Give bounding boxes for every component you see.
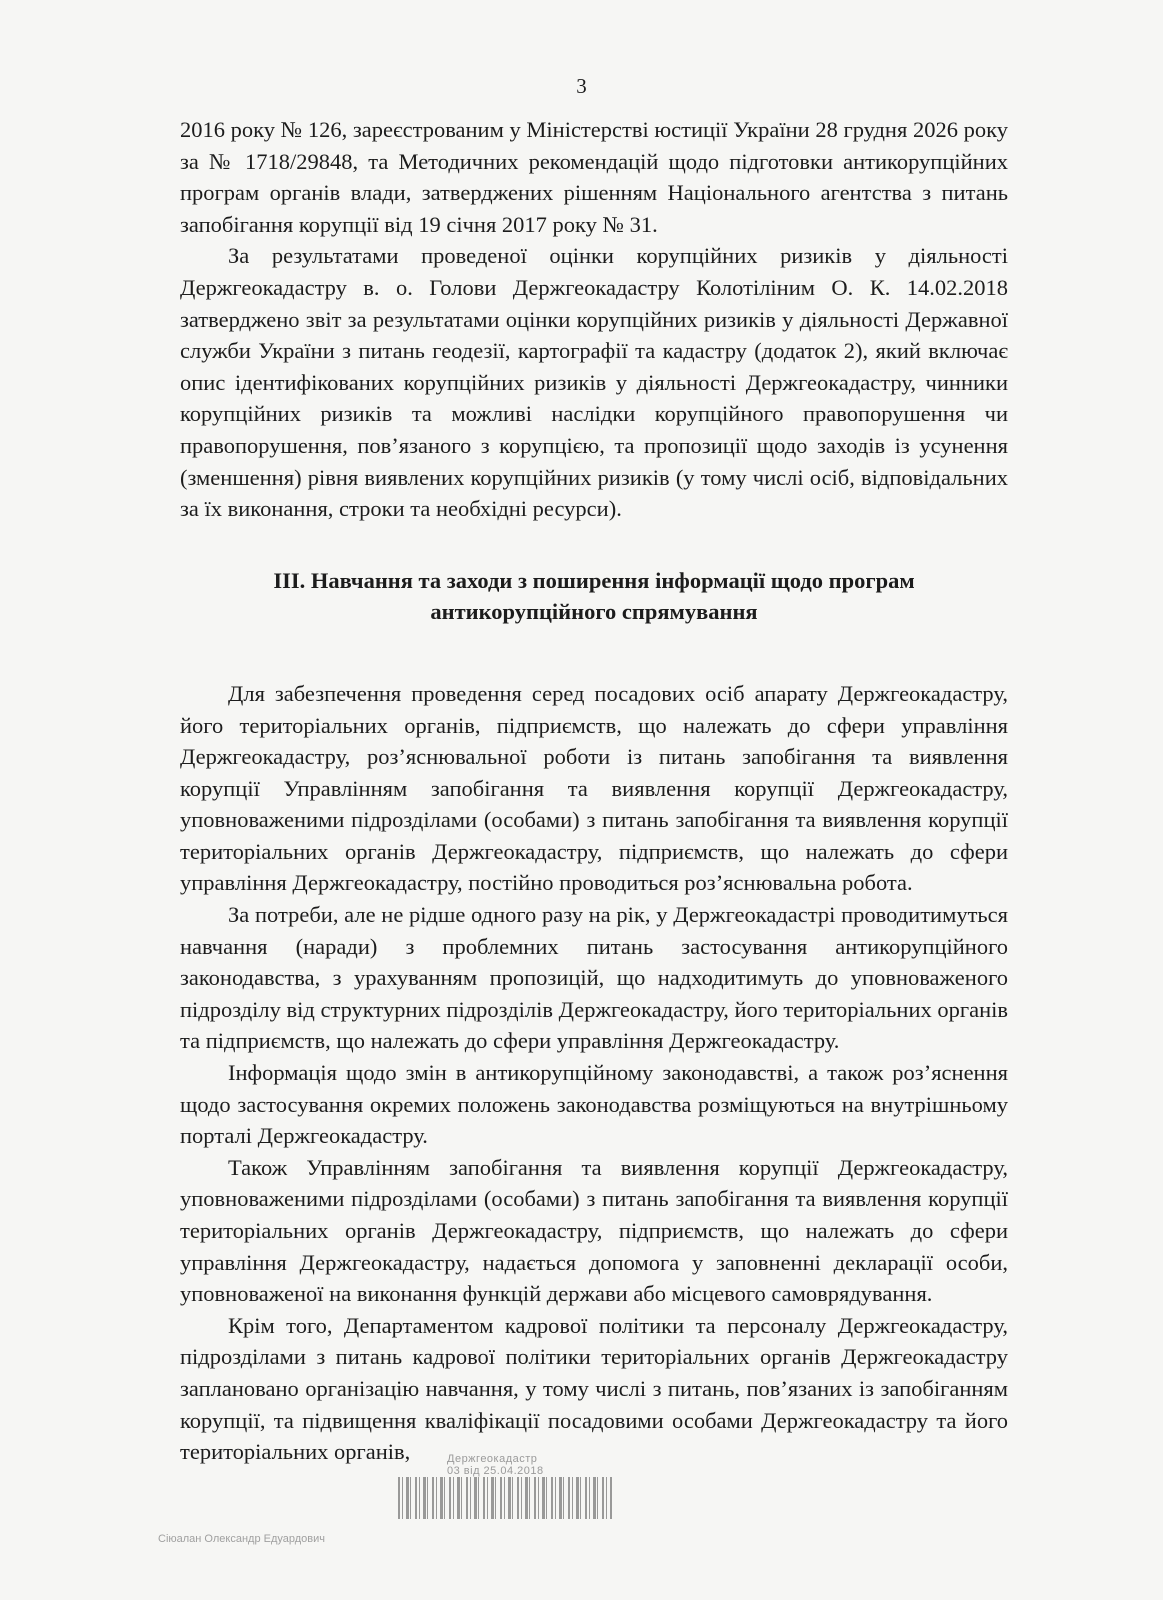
document-body [180, 114, 1008, 1468]
paragraph: За потреби, але не рідше одного разу на рік, у Держгеокадастрі проводитимуться навчання (наради) з проблемних питань застосування антикорупційного законодавства, з урахуванням пропозицій, що надходитимуть до уповноваженого підрозділу від структурних підрозділів Держгеокадастру, його територіальних органів та підприємств, що належать до сфери управління Держгеокадастру. [180, 902, 1008, 1054]
page-number: 3 [576, 74, 587, 98]
registration-stamp [447, 1453, 544, 1477]
signature-caption: Сіюалан Олександр Едуардович [158, 1533, 325, 1545]
paragraphs-after-heading [180, 678, 1008, 1468]
paragraph: 2016 року № 126, зареєстрованим у Міністерстві юстиції України 28 грудня 2026 року за № 1718/29848, та Методичних рекомендацій щодо підготовки антикорупційних програм органів влади, затверджених рішенням Національного агентства з питань запобігання корупції від 19 січня 2017 року № 31. [180, 117, 1008, 237]
paragraph: Інформація щодо змін в антикорупційному законодавстві, а також роз’яснення щодо застосування окремих положень законодавства розміщуються на внутрішньому порталі Держгеокадастру. [180, 1060, 1008, 1149]
stamp-text: Держгеокадастр 03 від 25.04.2018 [447, 1453, 544, 1477]
paragraph: Для забезпечення проведення серед посадових осіб апарату Держгеокадастру, його територіальних органів, підприємств, що належать до сфери управління Держгеокадастру, роз’яснювальної роботи із питань запобігання та виявлення корупції Управлінням запобігання та виявлення корупції Держгеокадастру, уповноваженими підрозділами (особами) з питань запобігання та виявлення корупції територіальних органів Держгеокадастру, підприємств, що належать до сфери управління Держгеокадастру, постійно проводиться роз’яснювальна робота. [180, 680, 1008, 896]
barcode [398, 1477, 612, 1519]
paragraph: Також Управлінням запобігання та виявлення корупції Держгеокадастру, уповноваженими підрозділами (особами) з питань запобігання та виявлення корупції територіальних органів Держгеокадастру, підприємств, що належать до сфери управління Держгеокадастру, надається допомога у заповненні декларації особи, уповноваженої на виконання функцій держави або місцевого самоврядування. [180, 1154, 1008, 1307]
paragraph: Крім того, Департаментом кадрової політики та персоналу Держгеокадастру, підрозділами з питань кадрової політики територіальних органів Держгеокадастру заплановано організацію навчання, у тому числі з питань, пов’язаних із запобіганням корупції, та підвищення кваліфікації посадовими особами Держгеокадастру та його територіальних органів, [180, 1312, 1008, 1465]
paragraphs-before-heading [180, 114, 1008, 525]
section-heading: ІІІ. Навчання та заходи з поширення інформації щодо програм антикорупційного спрямування [273, 567, 915, 625]
paragraph: За результатами проведеної оцінки корупційних ризиків у діяльності Держгеокадастру в. о. Голови Держгеокадастру Колотіліним О. К. 14.02.2018 затверджено звіт за результатами оцінки корупційних ризиків у діяльності Державної служби України з питань геодезії, картографії та кадастру (додаток 2), який включає опис ідентифікованих корупційних ризиків у діяльності Держгеокадастру, чинники корупційних ризиків та можливі наслідки корупційного правопорушення чи правопорушення, пов’язаного з корупцією, та пропозиції щодо заходів із усунення (зменшення) рівня виявлених корупційних ризиків (у тому числі осіб, відповідальних за їх виконання, строки та необхідні ресурси). [180, 243, 1008, 522]
